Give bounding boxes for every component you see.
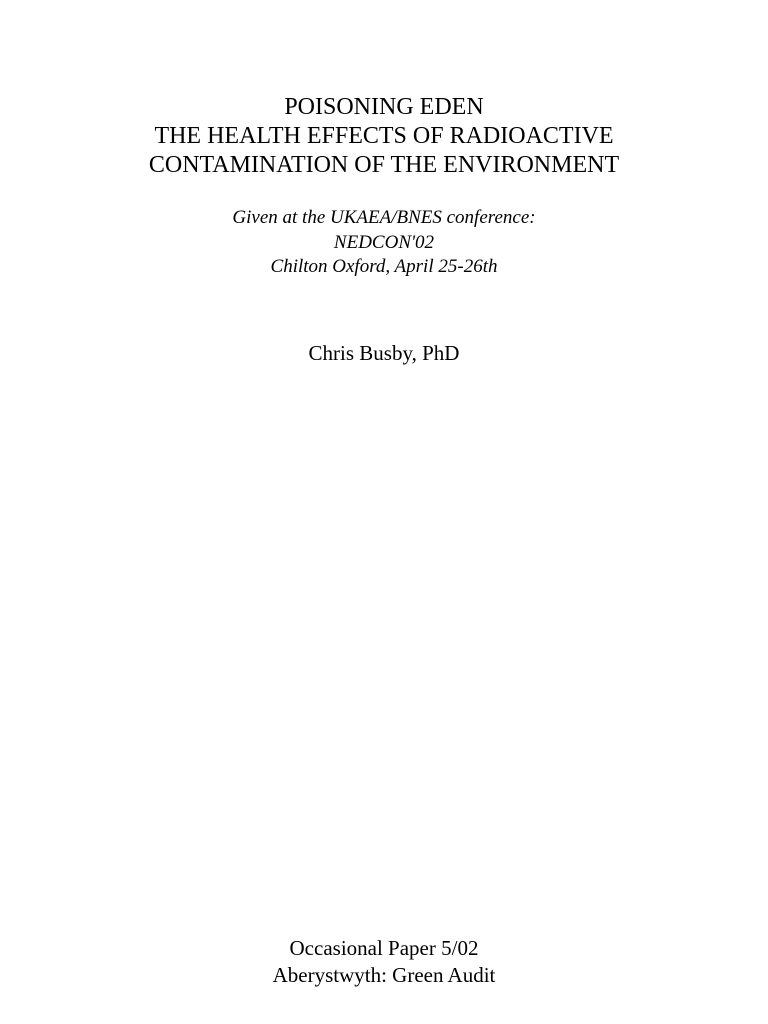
paper-series: Occasional Paper 5/02: [289, 936, 479, 960]
title-line-main: POISONING EDEN: [284, 94, 484, 120]
title-line-subtitle-2: CONTAMINATION OF THE ENVIRONMENT: [148, 152, 620, 178]
conference-name: Given at the UKAEA/BNES conference:: [232, 207, 536, 228]
title-line-subtitle-1: THE HEALTH EFFECTS OF RADIOACTIVE: [154, 123, 614, 149]
publisher: Aberystwyth: Green Audit: [272, 963, 496, 987]
conference-info: [0, 206, 768, 280]
author-name: Chris Busby, PhD: [308, 341, 460, 365]
conference-event: NEDCON'02: [333, 231, 435, 253]
publication-info: [0, 935, 768, 989]
conference-location-date: Chilton Oxford, April 25-26th: [270, 256, 498, 277]
document-title: [0, 93, 768, 180]
